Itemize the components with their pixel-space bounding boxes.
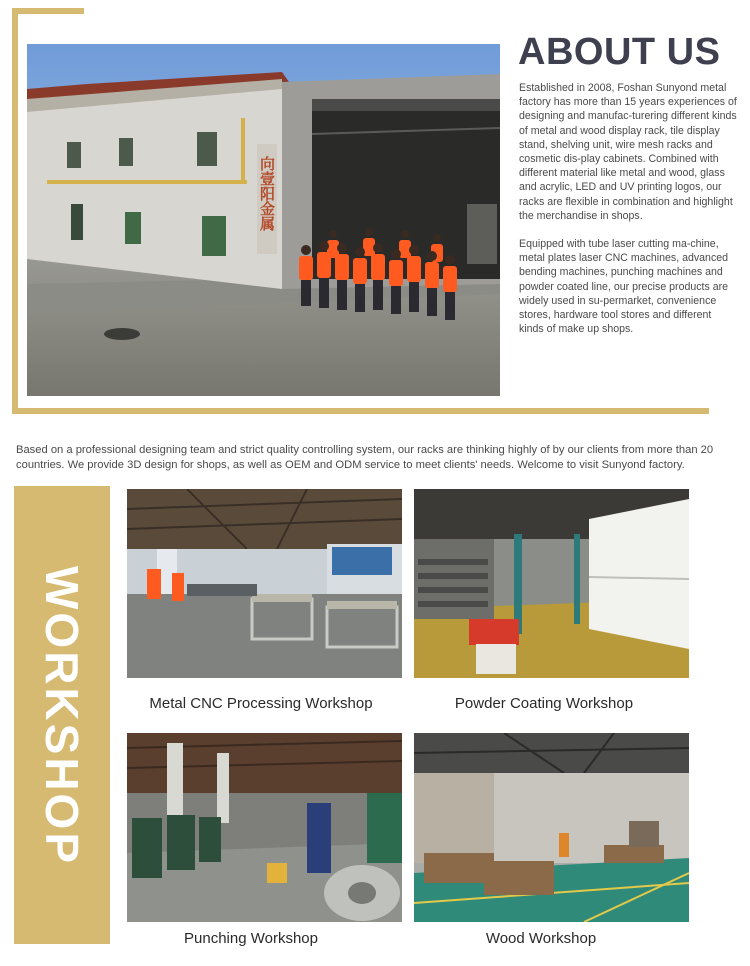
about-body	[519, 81, 739, 350]
workshop-photo-wood	[414, 733, 689, 922]
workshop-photo-powder	[414, 489, 689, 678]
workshop-photo-punching	[127, 733, 402, 922]
workshop-panel	[14, 486, 110, 944]
frame-gap	[84, 0, 724, 22]
workshop-photo-cnc	[127, 489, 402, 678]
caption-punching: Punching Workshop	[184, 930, 318, 947]
about-paragraph-1: Established in 2008, Foshan Sunyond metal factory has more than 15 years experiences of designing and manufac-turering different kinds of metal and wood display rack, tile display stand, shelving unit, wire mesh racks and cosmetic dis-play cabinets. Combined with different material like metal and wood, glass and acrylic, LED and UV printing logos, our racks are flexible in combination and highlight the merchandise in shops.	[519, 82, 737, 222]
caption-wood: Wood Workshop	[485, 930, 597, 947]
caption-powder: Powder Coating Workshop	[454, 695, 634, 712]
factory-sign-text: 向壹阳金属	[258, 156, 276, 231]
factory-photo	[27, 44, 500, 396]
about-title: ABOUT US	[518, 31, 721, 73]
workshop-heading: WORKSHOP	[36, 566, 88, 866]
intro-text: Based on a professional designing team and strict quality controlling system, our racks are thinking highly of by our clients from more than 20 countries. We provide 3D design for shops, as well as OEM and ODM service to meet clients' needs. Welcome to visit Sunyond factory.	[16, 444, 714, 471]
caption-cnc: Metal CNC Processing Workshop	[149, 695, 373, 712]
about-paragraph-2: Equipped with tube laser cutting ma-chine, metal plates laser CNC machines, advanced bending machines, punching machines and powder coated line, our precise products are widely used in su-permarket, convenience stores, hardware tool stores and different kinds of make up shops.	[519, 238, 729, 336]
